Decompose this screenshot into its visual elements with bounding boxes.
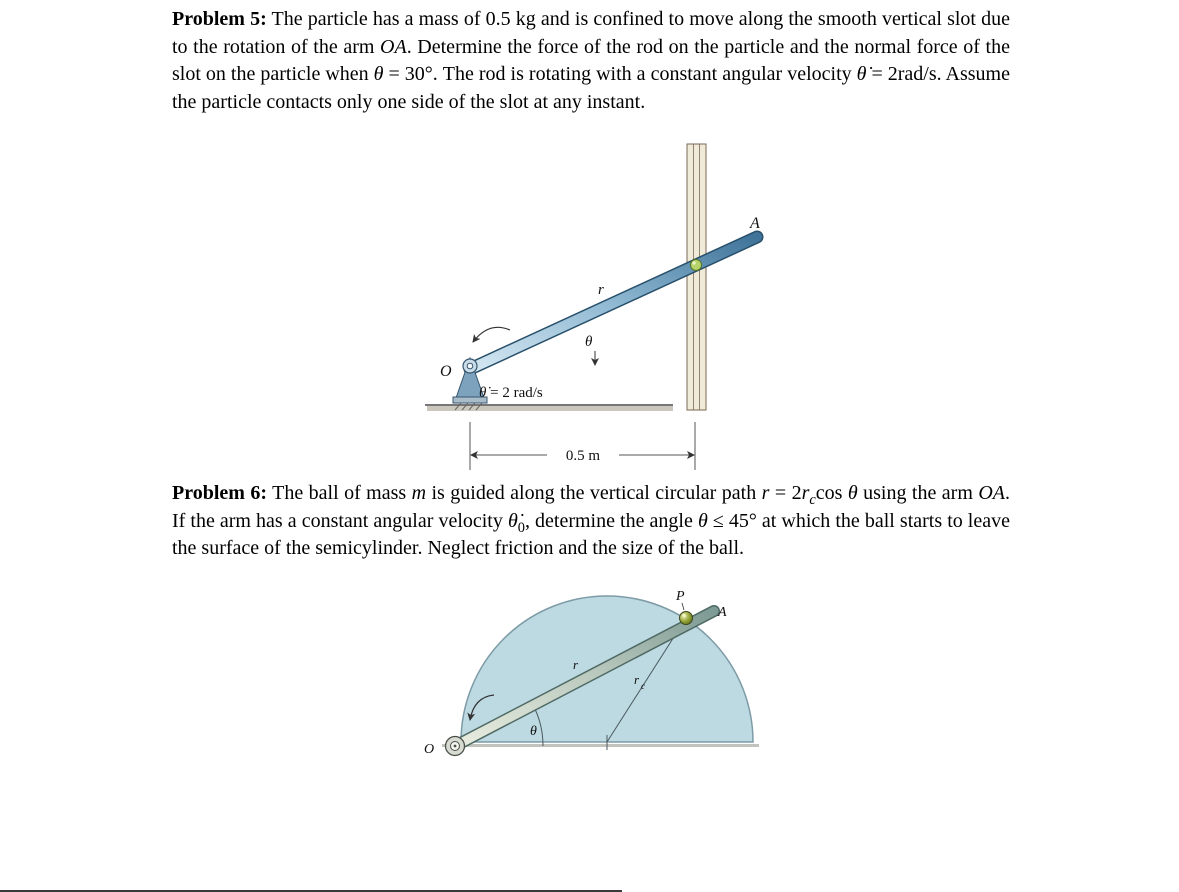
text-segment: θ	[847, 482, 858, 504]
label-O: O	[424, 742, 435, 757]
particle-highlight	[692, 261, 696, 265]
particle-body	[691, 260, 702, 271]
problem6-paragraph	[172, 480, 1010, 563]
ball-body	[680, 612, 693, 625]
label-angular-velocity	[479, 385, 543, 401]
text-segment: The particle has a mass of 0.5 kg and is confined to move along the smooth vertical slot due to the rotation of the arm	[172, 8, 1010, 58]
text-segment: . Determine the force of the rod on the particle and the normal force of the slot on the particle when	[172, 35, 1010, 85]
label-A: A	[750, 215, 760, 232]
text-segment: . If the arm has a constant angular velocity	[172, 482, 1010, 532]
arm-OA	[470, 237, 757, 369]
text-segment: 0	[517, 519, 525, 536]
text-segment: using the arm	[857, 482, 979, 504]
text-segment: c	[809, 492, 816, 508]
vertical-slot	[687, 144, 706, 410]
text-segment: OA	[978, 482, 1005, 504]
text-segment: r	[761, 482, 770, 504]
label-O: O	[440, 363, 452, 380]
ball-P	[680, 612, 693, 625]
problem5-diagram	[413, 138, 781, 478]
text-segment: θ	[697, 509, 708, 532]
label-r: r	[573, 657, 579, 672]
text-segment: Problem 6:	[172, 482, 268, 504]
label-rc-subscript: c	[641, 681, 645, 691]
text-segment: = 2	[769, 482, 802, 504]
label-theta: θ	[585, 334, 593, 350]
pivot-pin-inner	[467, 363, 473, 369]
particle	[691, 260, 702, 271]
label-theta: θ	[530, 724, 537, 739]
label-r: r	[598, 282, 604, 298]
text-segment: is guided along the vertical circular path	[426, 482, 762, 504]
text-segment: r	[801, 482, 810, 504]
label-P-leader	[682, 603, 684, 610]
arm-fill	[470, 237, 757, 369]
ball-highlight	[682, 614, 685, 617]
rotation-arrow	[473, 327, 510, 342]
label-omega-value: = 2 rad/s	[486, 385, 543, 401]
pivot-O	[446, 737, 465, 756]
text-segment: θ̇	[856, 63, 867, 85]
text-segment: cos	[815, 482, 848, 504]
text-segment: The ball of mass	[267, 482, 412, 504]
pivot-center-dot	[454, 745, 457, 748]
text-segment: m	[411, 482, 427, 504]
problem6-diagram	[418, 583, 768, 783]
text-segment: = 2rad/s. Assume the particle contacts only one side of the slot at any instant.	[172, 63, 1010, 113]
slot-body	[687, 144, 706, 410]
label-rc: r	[634, 672, 640, 687]
label-P: P	[676, 589, 685, 604]
text-segment: = 30°. The rod is rotating with a constant angular velocity	[383, 63, 857, 85]
label-omega-symbol: θ̇	[479, 385, 487, 401]
problem5-paragraph	[172, 6, 1010, 116]
label-A: A	[718, 605, 727, 620]
text-segment: , determine the angle	[524, 509, 698, 532]
text-segment: θ̇	[507, 509, 518, 532]
label-dimension: 0.5 m	[565, 448, 601, 464]
text-segment: Problem 5:	[172, 8, 267, 30]
text-segment: ≤ 45° at which the ball starts to leave the surface of the semicylinder. Neglect friction and the size of the ball.	[172, 509, 1010, 559]
text-segment: θ	[373, 63, 384, 85]
text-segment: OA	[380, 35, 407, 58]
